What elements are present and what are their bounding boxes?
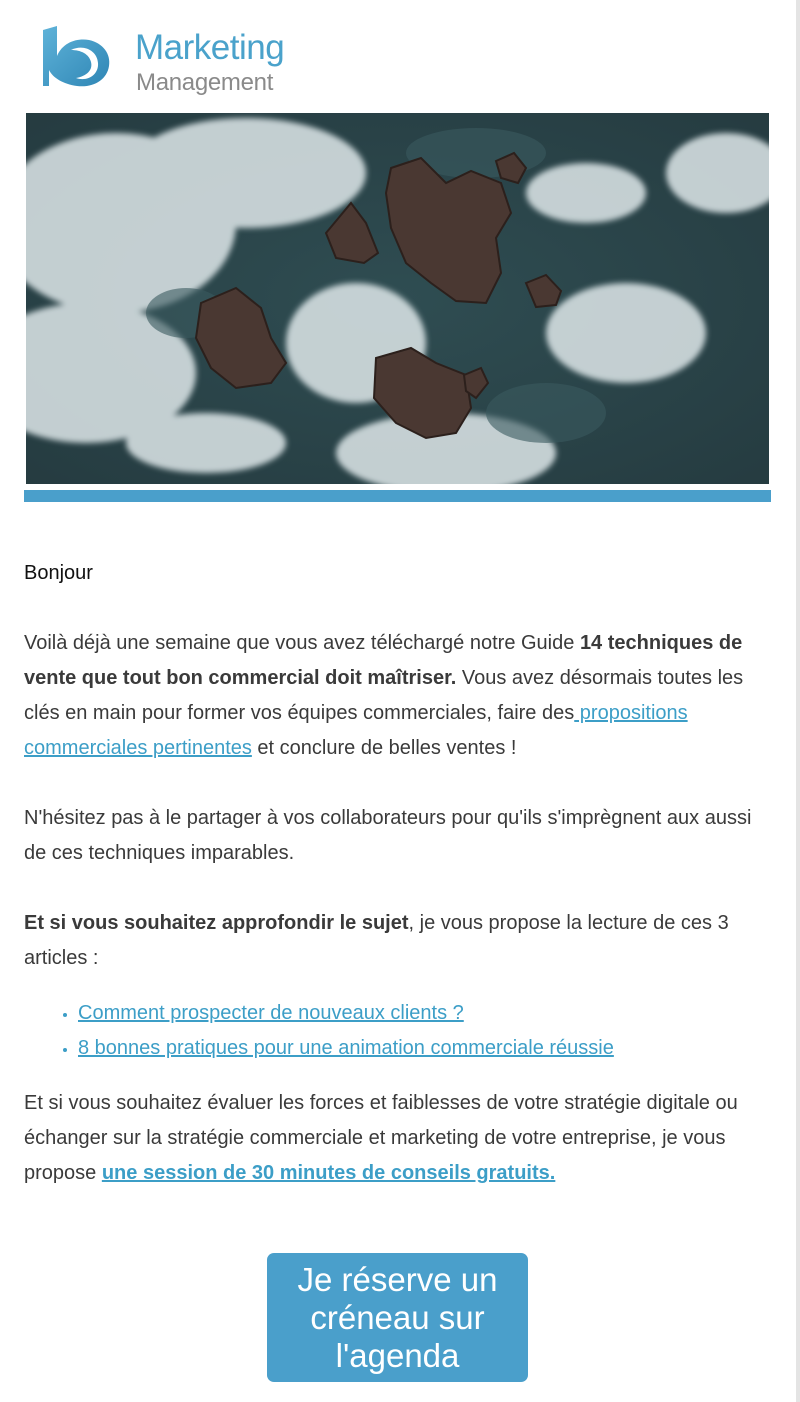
intro-text-2: Vous avez désormais toutes les clés en main pour former vos équipes commerciales, faire des bbox=[24, 667, 744, 724]
greeting: Bonjour bbox=[24, 562, 93, 584]
articles-intro-text: , je vous propose la lecture de ces 3 articles : bbox=[24, 912, 729, 969]
intro-text-3: et conclure de belles ventes ! bbox=[251, 737, 517, 759]
articles-intro-bold: Et si vous souhaitez approfondir le sujet bbox=[24, 912, 409, 934]
scrollbar-edge bbox=[796, 0, 800, 1402]
share-paragraph: N'hésitez pas à le partager à vos collaborateurs pour qu'ils s'imprègnent aux aussi de ces techniques imparables. bbox=[24, 807, 752, 864]
email-body bbox=[24, 556, 760, 1191]
brand-name-line2: Management bbox=[136, 69, 274, 96]
articles-intro-paragraph bbox=[24, 906, 760, 976]
intro-paragraph bbox=[24, 626, 760, 766]
book-slot-button[interactable]: Je réserve un créneau sur l'agenda bbox=[267, 1253, 528, 1382]
b-logo-icon bbox=[43, 26, 113, 88]
list-item bbox=[78, 996, 760, 1031]
article-link-prospecter[interactable]: Comment prospecter de nouveaux clients ? bbox=[78, 1002, 464, 1024]
list-item bbox=[78, 1031, 760, 1066]
accent-divider bbox=[24, 490, 771, 502]
intro-text-1: Voilà déjà une semaine que vous avez téléchargé notre Guide bbox=[24, 632, 580, 654]
guide-title: 14 techniques de vente que tout bon commercial doit maîtriser. bbox=[24, 632, 743, 689]
article-link-animation[interactable]: 8 bonnes pratiques pour une animation commerciale réussie bbox=[78, 1037, 614, 1059]
session-paragraph bbox=[24, 1086, 760, 1191]
session-text: Et si vous souhaitez évaluer les forces et faiblesses de votre stratégie digitale ou échanger sur la stratégie commerciale et marketing de votre entreprise, je vous propose bbox=[24, 1092, 738, 1184]
brand-logo[interactable] bbox=[43, 24, 285, 96]
brand-name-line1: Marketing bbox=[135, 28, 285, 67]
hero-image bbox=[26, 113, 769, 484]
session-link[interactable]: une session de 30 minutes de conseils gratuits. bbox=[101, 1162, 556, 1184]
propositions-link[interactable]: propositions commerciales pertinentes bbox=[24, 702, 688, 759]
articles-list bbox=[24, 996, 760, 1066]
